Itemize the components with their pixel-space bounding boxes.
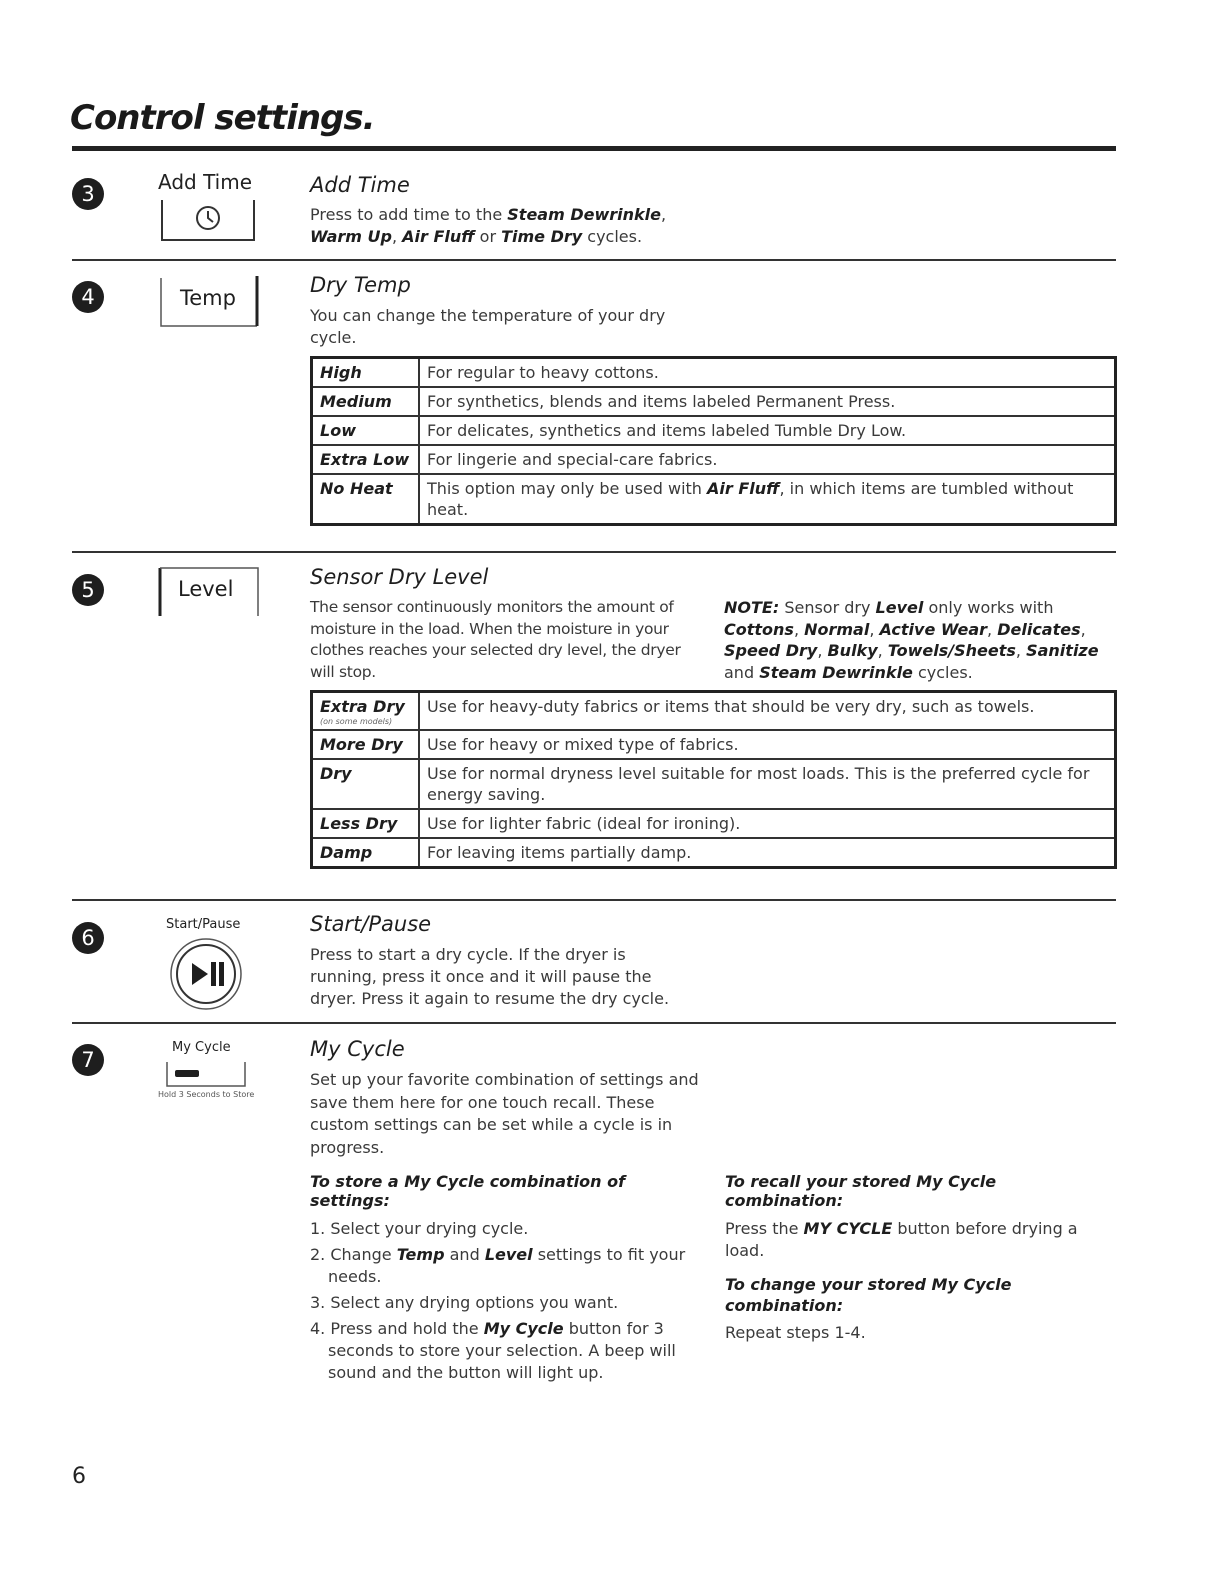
section-number-5: 5	[72, 574, 104, 606]
change-heading: To change your stored My Cycle combination:	[725, 1275, 1012, 1315]
section-divider	[72, 899, 1116, 901]
my-cycle-indicator-icon	[165, 1060, 249, 1088]
store-instructions	[310, 1172, 710, 1388]
play-pause-icon	[166, 936, 246, 1012]
page-number: 6	[72, 1464, 86, 1489]
add-time-description: Press to add time to the Steam Dewrinkle, Warm Up, Air Fluff or Time Dry cycles.	[310, 205, 667, 246]
table-row: Medium For synthetics, blends and items labeled Permanent Press.	[312, 387, 1116, 416]
level-button[interactable]	[158, 566, 260, 618]
section-divider	[72, 1022, 1116, 1024]
temp-button[interactable]	[160, 274, 260, 328]
table-row: High For regular to heavy cottons.	[312, 358, 1116, 388]
level-button-label: Level	[178, 577, 234, 601]
clock-icon	[160, 198, 256, 242]
table-row: Extra Dry (on some models) Use for heavy-duty fabrics or items that should be very dry, such as towels.	[312, 692, 1116, 731]
section-divider	[72, 551, 1116, 553]
my-cycle-heading: My Cycle	[310, 1037, 405, 1061]
title-divider	[72, 146, 1116, 151]
list-item: 1. Select your drying cycle.	[310, 1219, 529, 1238]
my-cycle-button-label: My Cycle	[172, 1040, 231, 1055]
page-title: Control settings.	[70, 98, 375, 138]
list-item: 2. Change Temp and Level settings to fit your needs.	[310, 1245, 686, 1286]
table-row: Damp For leaving items partially damp.	[312, 838, 1116, 868]
recall-instructions	[725, 1172, 1117, 1344]
table-row: More Dry Use for heavy or mixed type of fabrics.	[312, 730, 1116, 759]
dry-level-options-table	[310, 690, 1117, 869]
table-row: No Heat This option may only be used with Air Fluff, in which items are tumbled without heat.	[312, 474, 1116, 525]
table-row: Less Dry Use for lighter fabric (ideal for ironing).	[312, 809, 1116, 838]
start-pause-button[interactable]	[166, 936, 246, 1012]
add-time-button[interactable]	[160, 198, 256, 242]
start-pause-button-label: Start/Pause	[166, 917, 241, 932]
temp-options-table	[310, 356, 1117, 526]
my-cycle-button-hint: Hold 3 Seconds to Store	[158, 1090, 255, 1099]
section-number-4: 4	[72, 281, 104, 313]
table-row: Extra Low For lingerie and special-care fabrics.	[312, 445, 1116, 474]
start-pause-description: Press to start a dry cycle. If the dryer is running, press it once and it will pause the dryer. Press it again to resume the dry cycle.	[310, 945, 670, 1008]
add-time-button-label: Add Time	[158, 170, 253, 194]
dry-temp-description: You can change the temperature of your dry cycle.	[310, 306, 666, 347]
section-number-3: 3	[72, 178, 104, 210]
section-divider	[72, 259, 1116, 261]
store-heading: To store a My Cycle combination of settings:	[310, 1172, 626, 1210]
section-number-6: 6	[72, 922, 104, 954]
change-text: Repeat steps 1-4.	[725, 1323, 866, 1342]
sensor-note: NOTE: Sensor dry Level only works with Cottons, Normal, Active Wear, Delicates, Speed Dry, Bulky, Towels/Sheets, Sanitize and Steam Dewrinkle cycles.	[724, 598, 1099, 682]
list-item: 4. Press and hold the My Cycle button for 3 seconds to store your selection. A beep will sound and the button will light up.	[310, 1319, 676, 1382]
table-row: Low For delicates, synthetics and items labeled Tumble Dry Low.	[312, 416, 1116, 445]
temp-button-label: Temp	[180, 286, 236, 310]
dry-temp-heading: Dry Temp	[310, 273, 411, 297]
recall-heading: To recall your stored My Cycle combination:	[725, 1172, 997, 1210]
table-row: Dry Use for normal dryness level suitable for most loads. This is the preferred cycle for energy saving.	[312, 759, 1116, 809]
sensor-description: The sensor continuously monitors the amount of moisture in the load. When the moisture in your clothes reaches your selected dry level, the dryer will stop.	[310, 598, 681, 681]
store-steps-list	[310, 1218, 710, 1384]
my-cycle-description: Set up your favorite combination of settings and save them here for one touch recall. These custom settings can be set while a cycle is in progress.	[310, 1070, 699, 1157]
list-item: 3. Select any drying options you want.	[310, 1293, 619, 1312]
my-cycle-button[interactable]	[165, 1060, 249, 1088]
sensor-dry-level-heading: Sensor Dry Level	[310, 565, 489, 589]
recall-text: Press the MY CYCLE button before drying a load.	[725, 1219, 1078, 1260]
start-pause-heading: Start/Pause	[310, 912, 432, 936]
add-time-heading: Add Time	[310, 173, 410, 197]
section-number-7: 7	[72, 1044, 104, 1076]
